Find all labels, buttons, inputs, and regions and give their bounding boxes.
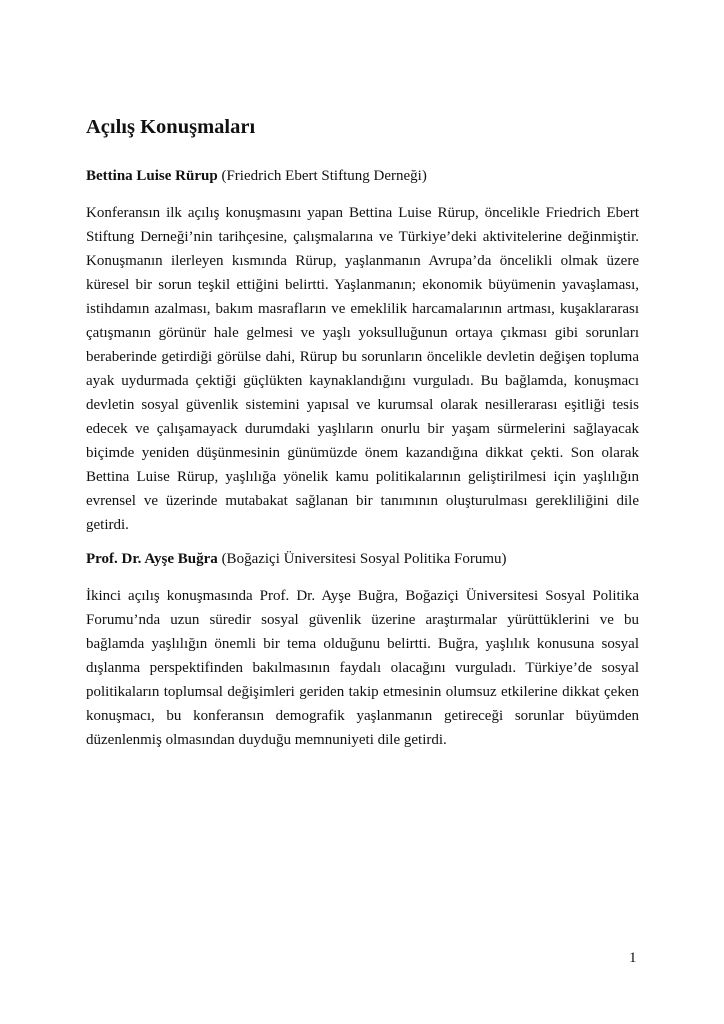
speaker-heading-1: [86, 164, 639, 188]
speaker-name: Bettina Luise Rürup: [86, 168, 218, 184]
speaker-affiliation: (Friedrich Ebert Stiftung Derneği): [217, 168, 427, 184]
speaker-name: Prof. Dr. Ayşe Buğra: [86, 551, 218, 567]
speaker-affiliation: (Boğaziçi Üniversitesi Sosyal Politika Forumu): [217, 551, 507, 567]
section-title: Açılış Konuşmaları: [86, 116, 256, 138]
document-page: [86, 113, 639, 762]
page-number: 1: [629, 950, 637, 966]
speech-summary-paragraph: İkinci açılış konuşmasında Prof. Dr. Ayşe Buğra, Boğaziçi Üniversitesi Sosyal Politika Forumu’nda uzun süredir sosyal güvenlik üzerine araştırmalar yürüttüklerini ve bu bağlamda yaşlılığın önemli bir tema olduğunu belirtti. Buğra, yaşlılık konusuna sosyal dışlanma perspektifinden bakılmasının faydalı olacağını vurguladı. Türkiye’de sosyal politikaların toplumsal değişimleri geriden takip etmesinin olumsuz etkilerine dikkat çeken konuşmacı, bu konferansın demografik yaşlanmanın getireceği sorunlar büyümden düzenlenmiş olmasından duyduğu memnuniyeti dile getirdi.: [86, 588, 639, 748]
speaker-heading-2: [86, 547, 639, 571]
speech-summary-paragraph: Konferansın ilk açılış konuşmasını yapan Bettina Luise Rürup, öncelikle Friedrich Ebert Stiftung Derneği’nin tarihçesine, çalışmalarına ve Türkiye’deki aktivitelerine değinmiştir. Konuşmanın ilerleyen kısmında Rürup, yaşlanmanın Avrupa’da öncelikli olmak üzere küresel bir sorun teşkil ettiğini belirtti. Yaşlanmanın; ekonomik büyümenin yavaşlaması, istihdamın azalması, bakım masrafların ve emeklilik harcamalarının artması, kuşaklararası çatışmanın görünür hale gelmesi ve yaşlı yoksulluğunun ortaya çıkması gibi sorunları beraberinde getirdiği görülse dahi, Rürup bu sorunların öncelikle devletin değişen topluma ayak uydurmada çektiği güçlükten kaynaklandığını vurguladı. Bu bağlamda, konuşmacı devletin sosyal güvenlik sistemini yapısal ve kurumsal olarak nesillerarası eşitliği tesis edecek ve çalışamayack durumdaki yaşlıların onurlu bir yaşam sürmelerini sağlayacak biçimde yeniden düşünmesinin günümüzde önem kazandığına dikkat çekti. Son olarak Bettina Luise Rürup, yaşlılığa yönelik kamu politikalarının geliştirilmesi için yaşlılığın evrensel ve üzerinde mutabakat sağlanan bir tanımının oluşturulması gerekliliğini dile getirdi.: [86, 205, 639, 533]
